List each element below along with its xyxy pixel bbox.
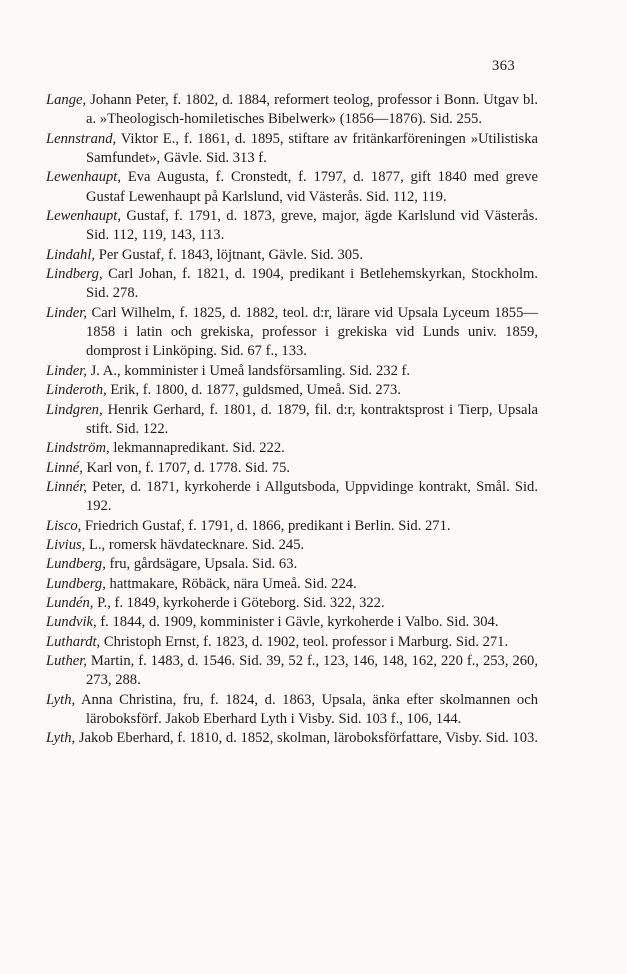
index-entry [46, 246, 538, 265]
index-entry [46, 729, 538, 748]
index-entry [46, 575, 538, 594]
entry-name: Lange, [46, 92, 87, 108]
entry-name: Linder, [46, 362, 87, 379]
entry-text: Karl von, f. 1707, d. 1778. Sid. 75. [82, 459, 291, 476]
entry-name: Luthardt, [46, 633, 101, 650]
index-entry [46, 633, 538, 652]
index-entry [46, 381, 538, 400]
index-entry [46, 536, 538, 555]
index-entry [46, 594, 538, 613]
entry-text: lekmannapredikant. Sid. 222. [109, 440, 285, 457]
entry-name: Lindberg, [46, 266, 103, 283]
index-entry [46, 304, 538, 362]
index-entry [46, 459, 538, 478]
entry-text: Martin, f. 1483, d. 1546. Sid. 39, 52 f., 123, 146, 148, 162, 220 f., 253, 260, 273, 288. [86, 652, 538, 689]
index-entry [46, 207, 538, 246]
entry-text: fru, gårdsägare, Upsala. Sid. 63. [105, 556, 298, 573]
entry-name: Lundén, [46, 594, 94, 611]
entry-text: P., f. 1849, kyrkoherde i Göteborg. Sid. 322, 322. [93, 594, 385, 611]
entry-name: Lewenhaupt, [46, 169, 121, 186]
entry-name: Luther, [46, 652, 87, 669]
entry-text: Viktor E., f. 1861, d. 1895, stiftare av fritänkarföreningen »Utilistiska Samfundet», Gävle. Sid. 313 f. [86, 130, 538, 167]
entry-text: hattmakare, Röbäck, nära Umeå. Sid. 224. [105, 575, 357, 592]
index-entry [46, 517, 538, 536]
entry-name: Linderoth, [46, 382, 107, 399]
entry-text: Anna Christina, fru, f. 1824, d. 1863, Upsala, änka efter skolmannen och läroboksförf. Jakob Eberhard Lyth i Visby. Sid. 103 f., 106, 144. [75, 691, 538, 727]
entry-text: J. A., komminister i Umeå landsförsamling. Sid. 232 f. [86, 362, 411, 379]
entry-name: Linnér, [46, 478, 87, 495]
entry-name: Linné, [46, 459, 83, 476]
entry-name: Lennstrand, [46, 130, 117, 147]
entry-text: Peter, d. 1871, kyrkoherde i Allgutsboda, Uppvidinge kontrakt, Smål. Sid. 192. [86, 478, 538, 515]
entry-text: Erik, f. 1800, d. 1877, guldsmed, Umeå. Sid. 273. [106, 382, 401, 399]
index-entry [46, 478, 538, 517]
entry-name: Livius, [46, 536, 86, 553]
index-entry [46, 168, 538, 207]
entry-text: f. 1844, d. 1909, komminister i Gävle, kyrkoherde i Valbo. Sid. 304. [96, 614, 499, 631]
entry-name: Lundberg, [46, 556, 106, 573]
entry-text: Friedrich Gustaf, f. 1791, d. 1866, predikant i Berlin. Sid. 271. [81, 517, 451, 534]
entry-name: Lyth, [46, 691, 76, 708]
entry-text: Eva Augusta, f. Cronstedt, f. 1797, d. 1877, gift 1840 med greve Gustaf Lewenhaupt på Karlslund, vid Västerås. Sid. 112, 119. [86, 169, 538, 205]
entry-name: Lindström, [46, 440, 110, 457]
entry-text: Henrik Gerhard, f. 1801, d. 1879, fil. d:r, kontraktsprost i Tierp, Upsala stift. Sid. 122. [86, 401, 538, 437]
index-entry [46, 265, 538, 304]
entry-text: Carl Johan, f. 1821, d. 1904, predikant i Betlehemskyrkan, Stockholm. Sid. 278. [86, 266, 538, 302]
index-entries [46, 91, 538, 749]
index-entry [46, 130, 538, 169]
index-entry [46, 613, 538, 632]
index-entry [46, 91, 538, 130]
index-entry [46, 439, 538, 458]
index-entry [46, 362, 538, 381]
entry-name: Lindgren, [46, 401, 103, 418]
entry-text: Gustaf, f. 1791, d. 1873, greve, major, ägde Karlslund vid Västerås. Sid. 112, 119, 143, 113. [86, 208, 538, 244]
entry-text: Jakob Eberhard, f. 1810, d. 1852, skolman, läroboksförfattare, Visby. Sid. 103. [75, 730, 538, 747]
index-entry [46, 555, 538, 574]
entry-name: Linder, [46, 304, 87, 321]
entry-name: Lundberg, [46, 575, 106, 592]
entry-name: Lyth, [46, 730, 76, 747]
entry-text: Carl Wilhelm, f. 1825, d. 1882, teol. d:r, lärare vid Upsala Lyceum 1855—1858 i latin och grekiska, professor i grekiska vid Lunds univ. 1859, domprost i Linköping. Sid. 67 f., 133. [86, 304, 538, 360]
index-entry [46, 652, 538, 691]
index-entry [46, 691, 538, 730]
entry-name: Lewenhaupt, [46, 208, 121, 225]
entry-text: Johann Peter, f. 1802, d. 1884, reformert teolog, professor i Bonn. Utgav bl. a. »Theologisch-homiletisches Bibelwerk» (1856—1876). Sid. 255. [86, 92, 538, 128]
entry-name: Lisco, [46, 517, 82, 534]
entry-name: Lindahl, [46, 246, 96, 263]
entry-text: Christoph Ernst, f. 1823, d. 1902, teol. professor i Marburg. Sid. 271. [100, 633, 509, 650]
page-number: 363 [492, 58, 516, 74]
index-entry [46, 401, 538, 440]
entry-name: Lundvik, [46, 614, 97, 631]
entry-text: L., romersk hävdatecknare. Sid. 245. [85, 536, 305, 553]
entry-text: Per Gustaf, f. 1843, löjtnant, Gävle. Sid. 305. [95, 246, 363, 263]
